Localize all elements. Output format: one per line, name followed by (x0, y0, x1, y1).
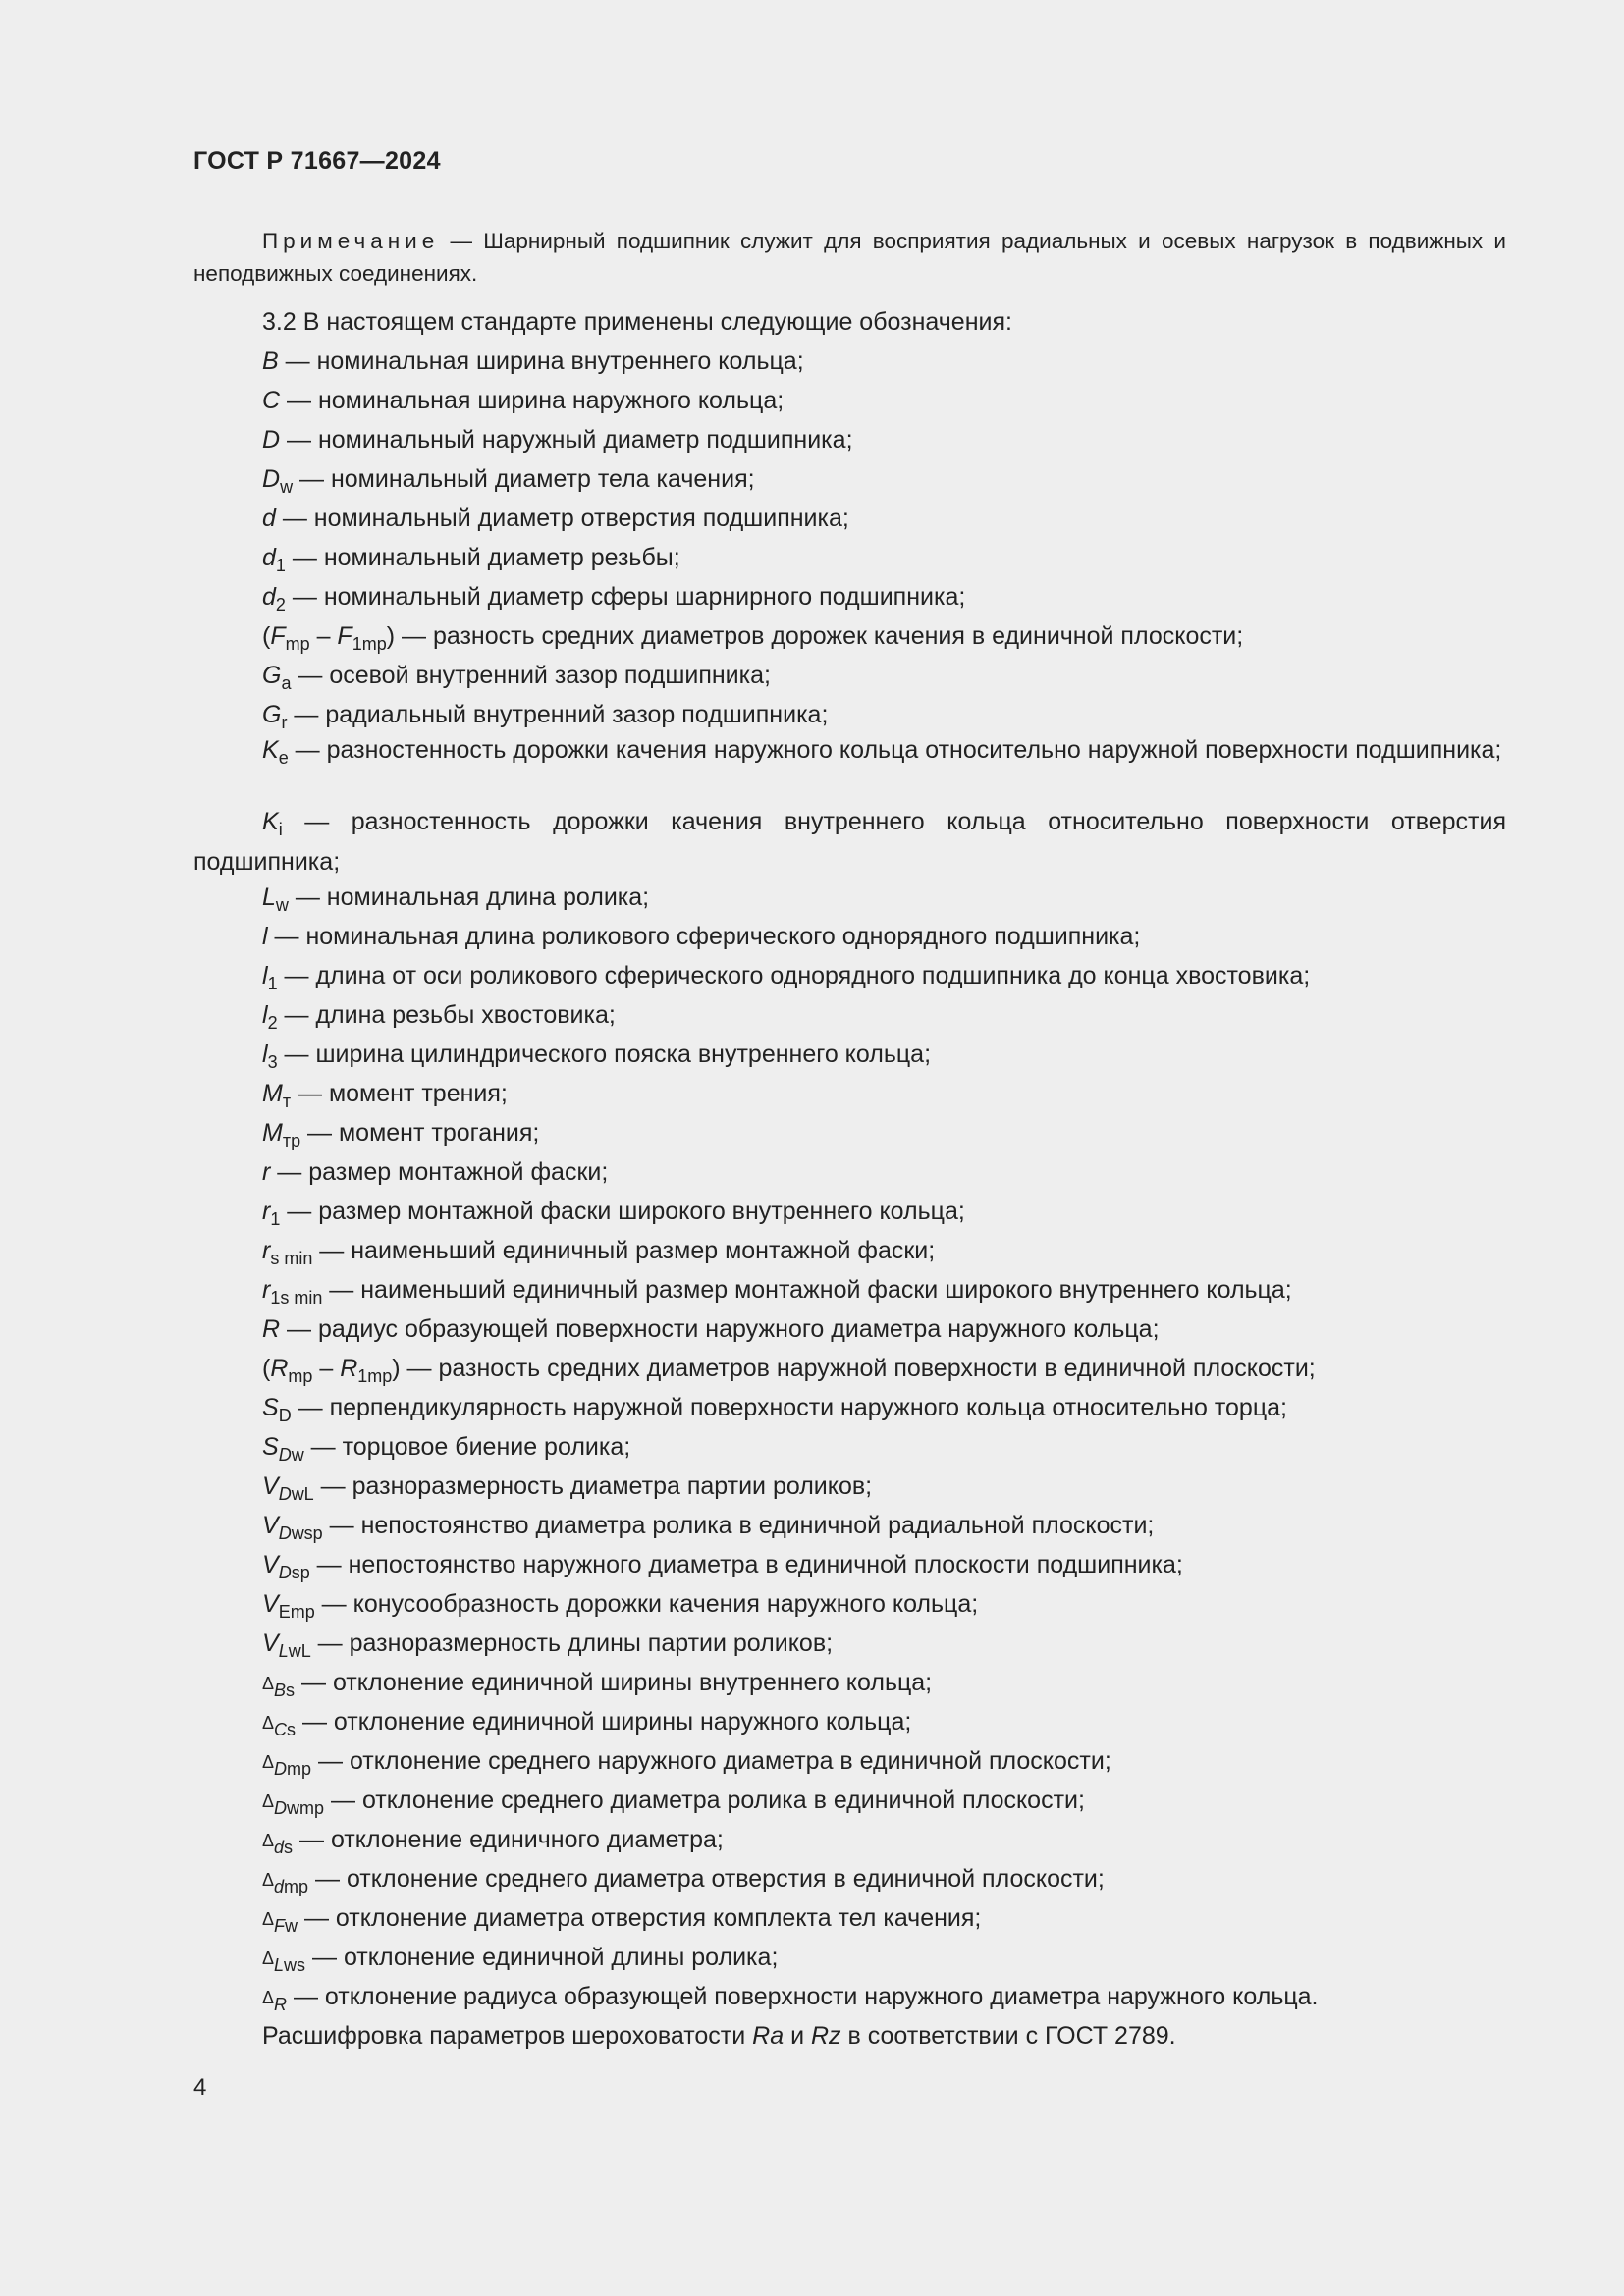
symbol-subscript: e (278, 748, 289, 768)
symbol-subscript: w (275, 895, 289, 915)
symbol-description: — радиальный внутренний зазор подшипника; (287, 701, 829, 728)
symbol-item (193, 1506, 1506, 1545)
symbol-item-text (193, 734, 1506, 774)
symbol-subscript: 1 (267, 974, 278, 993)
closing-ra: Ra (752, 2022, 785, 2050)
symbol-description: — размер монтажной фаски широкого внутреннего кольца; (280, 1198, 965, 1225)
symbol-description: — длина от оси роликового сферического однорядного подшипника до конца хвостовика; (277, 962, 1311, 989)
symbol-description: — номинальный диаметр тела качения; (293, 465, 755, 493)
symbol-description: — торцовое биение ролика; (303, 1433, 631, 1461)
symbol-letter: V (262, 1590, 279, 1618)
symbol-description: — отклонение единичного диаметра; (293, 1826, 724, 1853)
symbol-item (193, 806, 1506, 878)
symbol-description: — разность средних диаметров дорожек качения в единичной плоскости; (395, 622, 1244, 650)
symbol-description: — разностенность дорожки качения внутреннего кольца относительно поверхности отверстия подшипника; (193, 808, 1506, 876)
symbol-subscript: mp (288, 1366, 313, 1386)
symbol-paren-close: ) (392, 1355, 401, 1382)
symbol-description: — разноразмерность диаметра партии роликов; (313, 1472, 873, 1500)
symbol-letter: R (262, 1315, 281, 1343)
symbol-subscript-italic: D (274, 1759, 288, 1779)
symbol-letter: M (262, 1080, 283, 1107)
symbol-letter: V (262, 1472, 279, 1500)
symbol-description: — конусообразность дорожки качения наружного кольца; (314, 1590, 979, 1618)
symbol-item (193, 1467, 1506, 1506)
closing-text-2: и (784, 2022, 811, 2050)
symbol-letter: L (262, 883, 276, 911)
symbol-description: — ширина цилиндрического пояска внутреннего кольца; (277, 1041, 932, 1068)
symbol-subscript-italic: R (274, 1995, 288, 2014)
symbol-subscript-italic: L (278, 1641, 289, 1661)
symbol-letter: d (262, 505, 276, 532)
symbol-description: — радиус образующей поверхности наружного диаметра наружного кольца; (280, 1315, 1160, 1343)
symbol-item (193, 1035, 1506, 1074)
symbol-item (193, 1741, 1506, 1781)
symbol-description: — отклонение единичной длины ролика; (305, 1944, 779, 1971)
symbol-subscript: тр (282, 1131, 301, 1150)
symbol-subscript-italic: D (278, 1563, 292, 1582)
delta-symbol: Δ (262, 1870, 275, 1890)
symbol-item (193, 734, 1506, 806)
symbol-letter: d (262, 583, 276, 611)
symbol-item (193, 577, 1506, 616)
symbol-subscript: 1 (270, 1209, 281, 1229)
symbol-subscript-italic: F (274, 1916, 286, 1936)
symbol-letter: D (262, 465, 281, 493)
symbol-description: — номинальная ширина внутреннего кольца; (278, 347, 804, 375)
symbol-subscript: D (278, 1406, 292, 1425)
symbol-item (193, 1270, 1506, 1309)
symbol-subscript: wsp (291, 1523, 323, 1543)
symbol-item (193, 1113, 1506, 1152)
closing-line (193, 2016, 1506, 2056)
symbol-item (193, 956, 1506, 995)
symbol-letter-2: F (337, 622, 352, 650)
symbol-item (193, 1388, 1506, 1427)
symbol-description: — отклонение единичной ширины внутреннего кольца; (295, 1669, 933, 1696)
symbol-description: — перпендикулярность наружной поверхности наружного кольца относительно торца; (291, 1394, 1288, 1421)
symbol-description: — отклонение единичной ширины наружного кольца; (296, 1708, 912, 1735)
closing-rz: Rz (811, 2022, 841, 2050)
symbol-item (193, 656, 1506, 695)
symbol-subscript: s (284, 1838, 294, 1857)
symbol-description: — разноразмерность длины партии роликов; (310, 1629, 834, 1657)
symbol-item (193, 917, 1506, 956)
symbol-item (193, 1977, 1506, 2016)
symbol-item (193, 1349, 1506, 1388)
note-paragraph (193, 225, 1506, 290)
closing-text-3: в соответствии с ГОСТ 2789. (840, 2022, 1176, 2050)
symbol-item (193, 1192, 1506, 1231)
symbol-letter: l (262, 1001, 268, 1029)
symbol-letter: l (262, 923, 268, 950)
symbol-letter: C (262, 387, 281, 414)
symbol-description: — момент трогания; (300, 1119, 540, 1147)
symbol-item (193, 1545, 1506, 1584)
symbol-item (193, 616, 1506, 656)
symbol-item (193, 459, 1506, 499)
symbol-subscript-italic: D (278, 1484, 292, 1504)
symbol-description: — номинальный диаметр сферы шарнирного подшипника; (285, 583, 966, 611)
symbol-subscript-italic: d (274, 1838, 285, 1857)
symbol-letter: R (270, 1355, 289, 1382)
symbol-subscript: wL (291, 1484, 314, 1504)
symbol-item (193, 420, 1506, 459)
symbol-subscript: s (287, 1720, 297, 1739)
symbol-subscript: 1s min (270, 1288, 323, 1308)
symbol-letter: r (262, 1237, 271, 1264)
symbol-description: — осевой внутренний зазор подшипника; (291, 662, 771, 689)
symbols-section (193, 302, 1506, 2056)
symbol-description: — момент трения; (291, 1080, 508, 1107)
symbol-letter: S (262, 1433, 279, 1461)
symbol-description: — номинальная длина ролика; (288, 883, 650, 911)
symbol-description: — номинальная ширина наружного кольца; (280, 387, 785, 414)
symbol-paren-open: ( (262, 1355, 271, 1382)
symbol-item (193, 1938, 1506, 1977)
symbol-subscript: s min (270, 1249, 313, 1268)
symbol-description: — номинальный диаметр резьбы; (285, 544, 680, 571)
symbol-item (193, 1859, 1506, 1898)
symbol-subscript: 3 (267, 1052, 278, 1072)
symbol-item (193, 995, 1506, 1035)
symbol-minus: – (312, 1355, 341, 1382)
symbol-item (193, 1152, 1506, 1192)
symbol-item (193, 1663, 1506, 1702)
delta-symbol: Δ (262, 1752, 275, 1772)
symbol-subscript: mp (287, 1759, 312, 1779)
symbol-letter: G (262, 662, 282, 689)
symbol-subscript-italic: L (274, 1955, 285, 1975)
symbol-item (193, 1624, 1506, 1663)
symbol-subscript: s (286, 1681, 296, 1700)
symbol-letter: F (270, 622, 286, 650)
symbol-subscript-2: 1mp (352, 634, 387, 654)
closing-text-1: Расшифровка параметров шероховатости (262, 2022, 753, 2050)
symbol-description: — отклонение среднего диаметра отверстия в единичной плоскости; (308, 1865, 1105, 1893)
symbol-description: — номинальный диаметр отверстия подшипника; (275, 505, 849, 532)
delta-symbol: Δ (262, 1674, 275, 1693)
symbol-letter: r (262, 1276, 271, 1304)
symbol-letter: G (262, 701, 282, 728)
symbol-item (193, 342, 1506, 381)
symbol-item (193, 1584, 1506, 1624)
symbol-letter: r (262, 1198, 271, 1225)
symbol-description: — номинальная длина роликового сферического однорядного подшипника; (267, 923, 1141, 950)
symbol-subscript-italic: D (278, 1445, 292, 1465)
symbol-subscript: wL (288, 1641, 311, 1661)
symbol-description: — непостоянство наружного диаметра в единичной плоскости подшипника; (309, 1551, 1183, 1578)
symbol-subscript: ws (284, 1955, 306, 1975)
symbol-item (193, 499, 1506, 538)
symbol-item (193, 878, 1506, 917)
delta-symbol: Δ (262, 1909, 275, 1929)
symbol-description: — отклонение среднего наружного диаметра в единичной плоскости; (311, 1747, 1111, 1775)
symbols-intro: 3.2 В настоящем стандарте применены следующие обозначения: (262, 308, 1012, 336)
symbol-description: — отклонение среднего диаметра ролика в единичной плоскости; (324, 1787, 1085, 1814)
symbol-letter: l (262, 1041, 268, 1068)
symbol-subscript: 1 (275, 556, 286, 575)
symbol-subscript: w (280, 477, 294, 497)
symbol-letter: K (262, 736, 279, 764)
symbol-subscript-italic: B (274, 1681, 287, 1700)
symbol-subscript: sp (291, 1563, 310, 1582)
delta-symbol: Δ (262, 1988, 275, 2007)
page-number: 4 (193, 2074, 207, 2101)
symbol-description: — размер монтажной фаски; (270, 1158, 609, 1186)
symbol-subscript: r (281, 713, 288, 732)
symbol-description: — наименьший единичный размер монтажной фаски широкого внутреннего кольца; (322, 1276, 1292, 1304)
symbol-letter: B (262, 347, 279, 375)
symbol-item (193, 538, 1506, 577)
symbol-description: — разность средних диаметров наружной поверхности в единичной плоскости; (400, 1355, 1316, 1382)
symbol-subscript: w (291, 1445, 304, 1465)
symbol-subscript: 2 (275, 595, 286, 614)
symbol-subscript-2: 1mp (357, 1366, 393, 1386)
symbol-subscript: т (282, 1092, 292, 1111)
symbol-item (193, 1781, 1506, 1820)
symbol-letter: D (262, 426, 281, 454)
delta-symbol: Δ (262, 1713, 275, 1733)
note-label: Примечание (262, 229, 440, 253)
symbol-letter: r (262, 1158, 271, 1186)
symbol-item (193, 1309, 1506, 1349)
symbol-letter: V (262, 1512, 279, 1539)
symbol-subscript: mp (285, 634, 310, 654)
symbol-subscript-italic: C (274, 1720, 288, 1739)
symbol-subscript: wmp (287, 1798, 325, 1818)
symbol-letter: S (262, 1394, 279, 1421)
symbol-item (193, 1427, 1506, 1467)
symbol-subscript: Emp (278, 1602, 315, 1622)
symbol-subscript: 2 (267, 1013, 278, 1033)
delta-symbol: Δ (262, 1949, 275, 1968)
document-header: ГОСТ Р 71667—2024 (193, 147, 441, 175)
delta-symbol: Δ (262, 1791, 275, 1811)
symbol-letter: K (262, 808, 279, 835)
symbol-description: — наименьший единичный размер монтажной фаски; (312, 1237, 936, 1264)
symbol-subscript-italic: D (278, 1523, 292, 1543)
symbol-letter: V (262, 1551, 279, 1578)
symbol-letter: M (262, 1119, 283, 1147)
symbol-list (193, 342, 1506, 2016)
symbol-description: — отклонение радиуса образующей поверхности наружного диаметра наружного кольца. (287, 1983, 1319, 2010)
symbol-subscript-italic: D (274, 1798, 288, 1818)
symbol-subscript: w (285, 1916, 298, 1936)
symbol-item (193, 1820, 1506, 1859)
symbol-subscript: a (281, 673, 292, 693)
symbol-description: — длина резьбы хвостовика; (277, 1001, 616, 1029)
symbol-subscript: i (278, 820, 283, 839)
symbol-item (193, 1898, 1506, 1938)
symbol-letter: d (262, 544, 276, 571)
symbol-description: — непостоянство диаметра ролика в единичной радиальной плоскости; (322, 1512, 1155, 1539)
symbol-item (193, 381, 1506, 420)
symbol-paren-open: ( (262, 622, 271, 650)
symbol-item (193, 1231, 1506, 1270)
symbol-description: — разностенность дорожки качения наружного кольца относительно наружной поверхности подшипника; (288, 736, 1502, 764)
symbol-letter: l (262, 962, 268, 989)
symbol-item (193, 1074, 1506, 1113)
symbol-item (193, 695, 1506, 734)
symbol-minus: – (309, 622, 338, 650)
symbol-description: — номинальный наружный диаметр подшипника; (280, 426, 853, 454)
symbol-letter-2: R (340, 1355, 358, 1382)
symbol-description: — отклонение диаметра отверстия комплекта тел качения; (298, 1904, 982, 1932)
delta-symbol: Δ (262, 1831, 275, 1850)
symbol-paren-close: ) (386, 622, 396, 650)
symbol-subscript-italic: d (274, 1877, 285, 1896)
note-text: — Шарнирный подшипник служит для восприятия радиальных и осевых нагрузок в подвижных и неподвижных соединениях. (193, 229, 1506, 286)
symbol-item-text (193, 806, 1506, 879)
symbol-item (193, 1702, 1506, 1741)
symbol-subscript: mp (284, 1877, 309, 1896)
symbol-letter: V (262, 1629, 279, 1657)
